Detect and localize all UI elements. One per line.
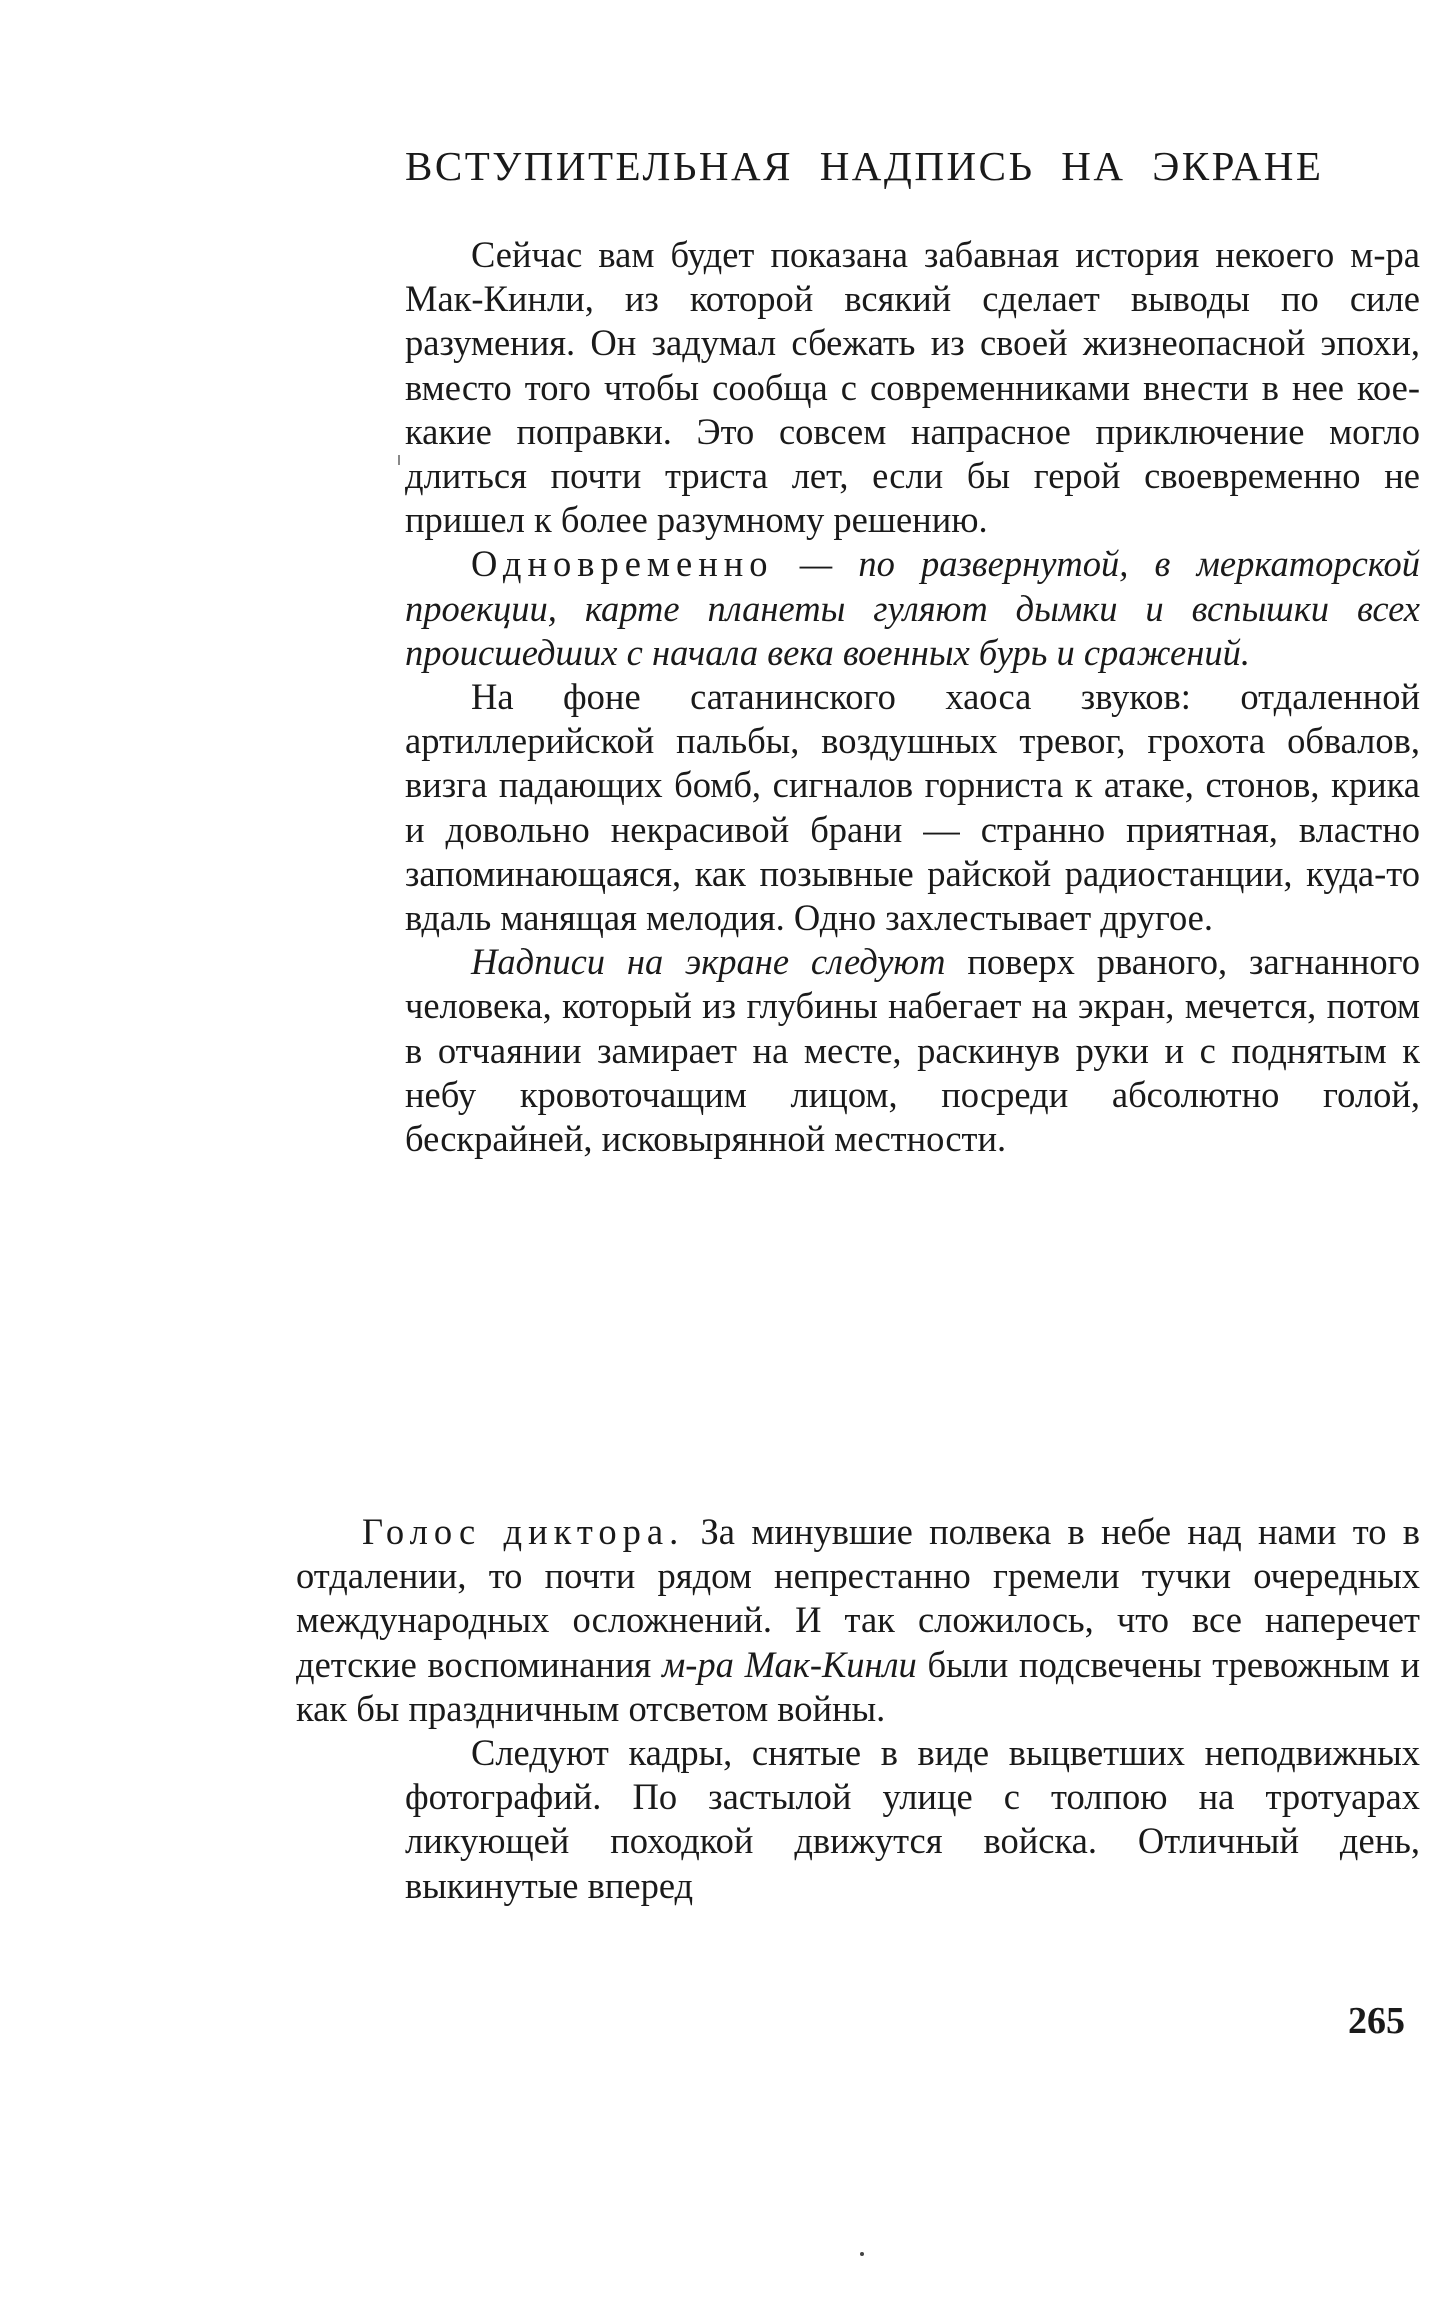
stage-direction-paragraph-1: Сейчас вам будет показана забавная история некоего м-ра Мак-Кинли, из которой всякий сделает выводы по силе разумения. Он задумал сбежать из своей жизнеопасной эпохи, вместо того чтобы сообща с современниками внести в нее кое-какие поправки. Это совсем напрасное приключение могло длиться почти триста лет, если бы герой своевременно не пришел к более разумному решению. xyxy=(405,234,1420,541)
followup-stage-direction: Следуют кадры, снятые в виде выцветших неподвижных фотографий. По застылой улице с толпою на тротуарах ликующей походкой движутся войска. Отличный день, выкинутые вперед xyxy=(405,1732,1420,1906)
stage-direction-paragraph-4 xyxy=(405,940,1420,1161)
print-speck xyxy=(860,2252,864,2256)
spaced-lead-word: Одновременно xyxy=(471,543,774,585)
narrator-speech-italic: м-ра Мак-Кинли xyxy=(661,1643,917,1685)
section-heading: ВСТУПИТЕЛЬНАЯ НАДПИСЬ НА ЭКРАНЕ xyxy=(405,143,1324,189)
page-number: 265 xyxy=(1348,2000,1405,2042)
margin-mark xyxy=(398,455,400,465)
stage-direction-paragraph-2 xyxy=(405,542,1420,675)
narration-block xyxy=(296,1510,1420,1908)
narrator-speech-start: За минувшие полвека в небе над нами то в отдалении, то почти рядом непрестанно гремели тучки очередных международных осложнений. И так сложилось, что все наперечет детские воспоминания xyxy=(296,1511,1420,1685)
stage-direction-4-text: поверх рваного, загнанного человека, который из глубины набегает на экран, мечется, потом в отчаянии замирает на месте, раскинув руки и с поднятым к небу кровоточащим лицом, посреди абсолютно голой, бескрайней, исковырянной местности. xyxy=(405,941,1420,1160)
speaker-label: Голос диктора. xyxy=(362,1511,685,1552)
stage-directions-block xyxy=(405,233,1420,1161)
narrator-speech-end: были подсвечены тревожным и как бы праздничным отсветом войны. xyxy=(296,1643,1420,1729)
stage-direction-2-text: — по развернутой, в меркаторской проекции, карте планеты гуляют дымки и вспышки всех происшедших с начала века военных бурь и сражений. xyxy=(405,543,1420,673)
italic-lead-phrase: Надписи на экране следуют xyxy=(471,941,946,983)
narrator-paragraph xyxy=(296,1510,1420,1731)
stage-direction-paragraph-3: На фоне сатанинского хаоса звуков: отдаленной артиллерийской пальбы, воздушных тревог, грохота обвалов, визга падающих бомб, сигналов горниста к атаке, стонов, крика и довольно некрасивой брани — странно приятная, властно запоминающаяся, как позывные райской радиостанции, куда-то вдаль манящая мелодия. Одно захлестывает другое. xyxy=(405,676,1420,939)
